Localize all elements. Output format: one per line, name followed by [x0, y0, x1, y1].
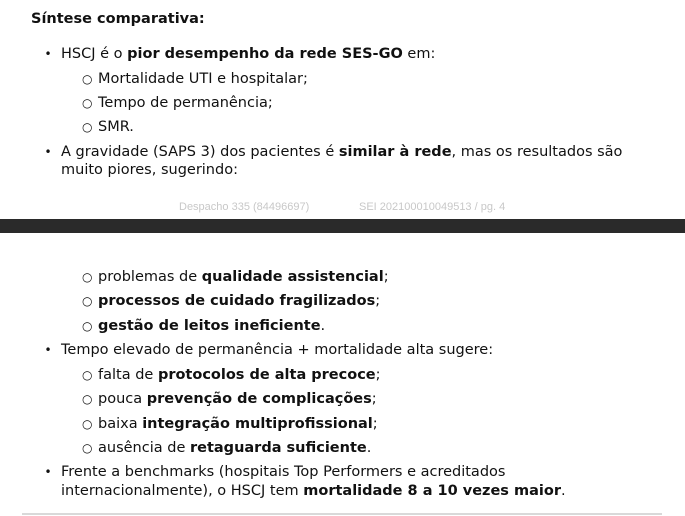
bullet-marker: •: [44, 343, 52, 357]
sub-bullet-marker: ○: [82, 417, 93, 431]
sub-bullet-marker: ○: [82, 270, 93, 284]
sub-bullet-marker: ○: [82, 392, 93, 406]
bullet-marker: •: [44, 47, 52, 61]
sub-list-item: SMR.: [98, 119, 134, 135]
page-top: [0, 0, 685, 219]
page-bottom: [0, 233, 685, 516]
sub-bullet-marker: ○: [82, 368, 93, 382]
bullet-item: Tempo elevado de permanência + mortalidade alta sugere:: [61, 342, 494, 358]
sub-list-item: falta de protocolos de alta precoce;: [98, 367, 381, 383]
sub-bullet-marker: ○: [82, 72, 93, 86]
bullet-marker: •: [44, 145, 52, 159]
section-heading: Síntese comparativa:: [31, 11, 205, 27]
bullet-item: Frente a benchmarks (hospitais Top Performers e acreditados: [61, 464, 506, 480]
sub-list-item: problemas de qualidade assistencial;: [98, 269, 389, 285]
sub-list-item: Mortalidade UTI e hospitalar;: [98, 71, 308, 87]
sub-list-item: processos de cuidado fragilizados;: [98, 293, 381, 309]
sub-list-item: baixa integração multiprofissional;: [98, 416, 378, 432]
sub-bullet-marker: ○: [82, 96, 93, 110]
bullet-item: A gravidade (SAPS 3) dos pacientes é similar à rede, mas os resultados são: [61, 144, 623, 160]
bullet-item: HSCJ é o pior desempenho da rede SES-GO em:: [61, 46, 436, 62]
bullet-item-continuation: muito piores, sugerindo:: [61, 162, 238, 178]
bullet-item-continuation: internacionalmente), o HSCJ tem mortalidade 8 a 10 vezes maior.: [61, 483, 566, 499]
sub-bullet-marker: ○: [82, 120, 93, 134]
sub-list-item: Tempo de permanência;: [98, 95, 273, 111]
sub-list-item: gestão de leitos ineficiente.: [98, 318, 326, 334]
sub-bullet-marker: ○: [82, 294, 93, 308]
footer-sei-ref: SEI 202100010049513 / pg. 4: [359, 201, 506, 213]
bullet-marker: •: [44, 465, 52, 479]
sub-list-item: ausência de retaguarda suficiente.: [98, 440, 372, 456]
bottom-rule: [22, 513, 662, 515]
sub-bullet-marker: ○: [82, 441, 93, 455]
footer-document-ref: Despacho 335 (84496697): [179, 201, 310, 213]
sub-bullet-marker: ○: [82, 319, 93, 333]
sub-list-item: pouca prevenção de complicações;: [98, 391, 377, 407]
page-break-separator: [0, 219, 685, 233]
